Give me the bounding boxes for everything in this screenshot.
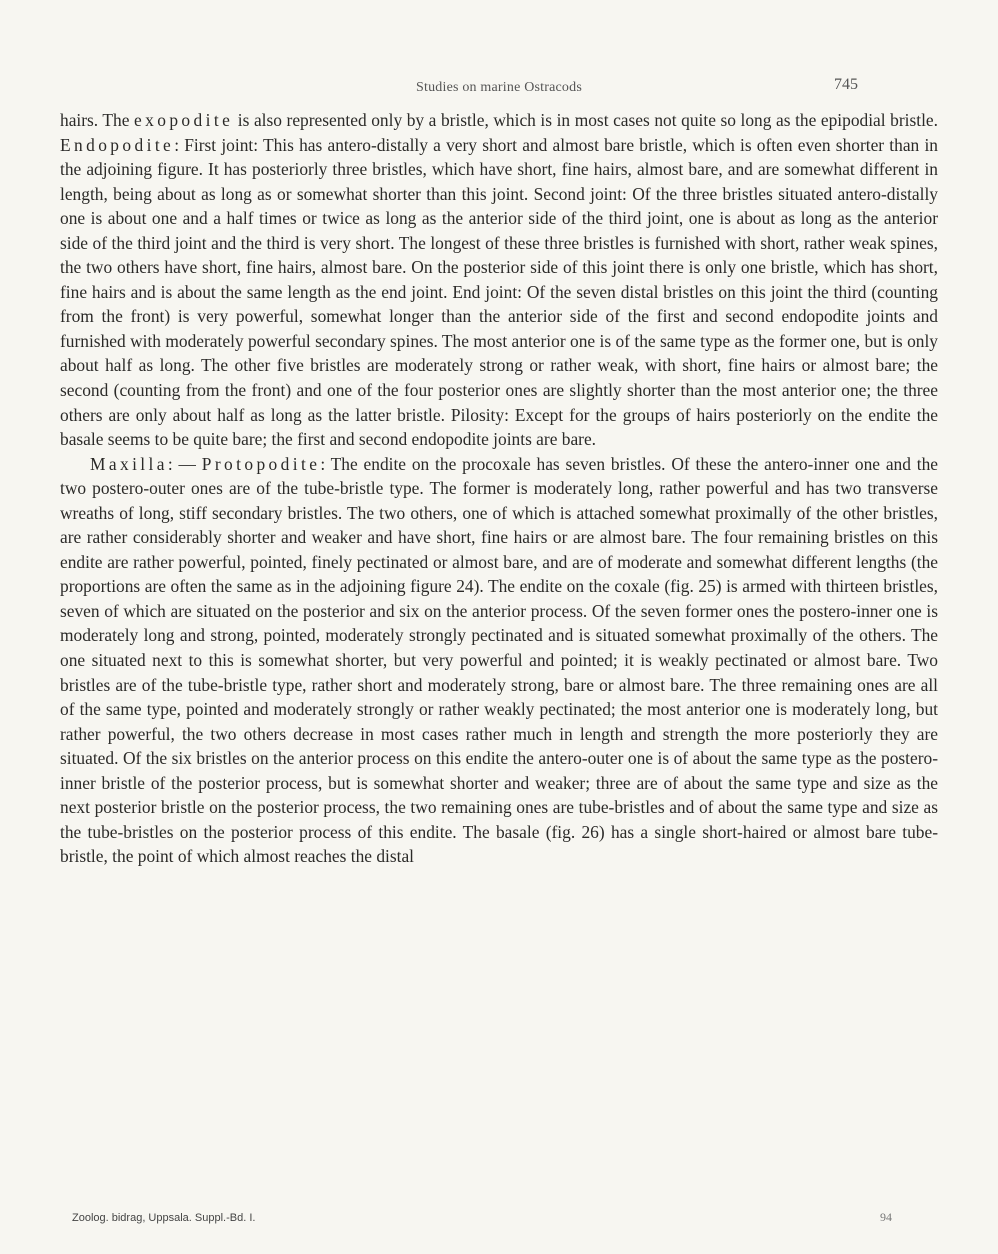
text-run: : The endite on the procoxale has seven bristles. Of these the antero-inner one and the two postero-outer ones are of the tube-bristle type. The former is moderately long, rather powerful and has two transverse wreaths of long, stiff secondary bristles. The two others, one of which is attached somewhat proximally of the other bristles, are rather considerably shorter and weaker and have short, fine hairs or are almost bare. The four remaining bristles on this endite are rather powerful, pointed, finely pectinated or almost bare, and are of moderate and somewhat different lengths (the proportions are often the same as in the adjoining figure 24). The endite on the coxale (fig. 25) is armed with thirteen bristles, seven of which are situated on the posterior and six on the anterior process. Of the seven former ones the postero-inner one is moderately long and strong, pointed, moderately strongly pectinated and is situated somewhat proximally of the others. The one situated next to this is somewhat shorter, but very powerful and pointed; it is weakly pectinated or almost bare. Two bristles are of the tube-bristle type, rather short and moderately strong, bare or almost bare. The three remaining ones are all of the same type, pointed and moderately strongly or rather weakly pectinated; the most anterior one is moderately long, but rather powerful, the two others decrease in most cases rather much in length and strength the more posteriorly they are situated. Of the six bristles on the anterior process on this endite the antero-outer one is of about the same type as the postero-inner bristle of the posterior process, but is somewhat shorter and weaker; three are of about the same type and size as the next posterior bristle on the posterior process, the two remaining ones are tube-bristles and of about the same type and size as the tube-bristles on the posterior process of this endite. The basale (fig. 26) has a single short-haired or almost bare tube-bristle, the point of which almost reaches the distal — [60, 453, 939, 867]
text-run: : — — [167, 453, 202, 474]
paragraph-appendage-description — [60, 108, 938, 452]
sheet-signature: 94 — [880, 1210, 892, 1224]
text-run: is also represented only by a bristle, which is in most cases not quite so long as the epipodial bristle. — [233, 110, 938, 130]
text-run: : First joint: This has antero-distally a very short and almost bare bristle, which is often even shorter than in the adjoining figure. It has posteriorly three bristles, which have short, fine hairs, almost bare, and are somewhat different in length, being about as long as or somewhat shorter than this joint. Second joint: Of the three bristles situated antero-distally one is about one and a half times or twice as long as the anterior side of the third joint, one is about as long as the anterior side of the third joint and the third is very short. The longest of these three bristles is furnished with short, rather weak spines, the two others have short, fine hairs, almost bare. On the posterior side of this joint there is only one bristle, which has short, fine hairs and is about the same length as the end joint. End joint: Of the seven distal bristles on this joint the third (counting from the front) is very powerful, somewhat longer than the anterior side of the first and second endopodite joints and furnished with moderately powerful secondary spines. The most anterior one is of the same type as the former one, but is only about half as long. The other five bristles are moderately strong or rather weak, with short, fine hairs or almost bare; the second (counting from the front) and one of the four posterior ones are slightly shorter than the most anterior one; the three others are only about half as long as the latter bristle. Pilosity: Except for the groups of hairs posteriorly on the endite the basale seems to be quite bare; the first and second endopodite joints are bare. — [60, 134, 938, 450]
text-run: hairs. The — [60, 110, 135, 130]
term-maxilla: Maxilla — [90, 453, 168, 474]
running-title: Studies on marine Ostracods — [416, 80, 582, 95]
page-number: 745 — [834, 76, 858, 93]
paragraph-maxilla — [60, 452, 938, 869]
term-protopodite: Protopodite — [201, 453, 321, 474]
body-text — [60, 108, 938, 869]
footer — [72, 1212, 892, 1224]
term-exopodite: exopodite — [134, 110, 234, 130]
term-endopodite: Endopodite — [60, 134, 175, 155]
journal-imprint: Zoolog. bidrag, Uppsala. Suppl.-Bd. I. — [72, 1212, 256, 1224]
